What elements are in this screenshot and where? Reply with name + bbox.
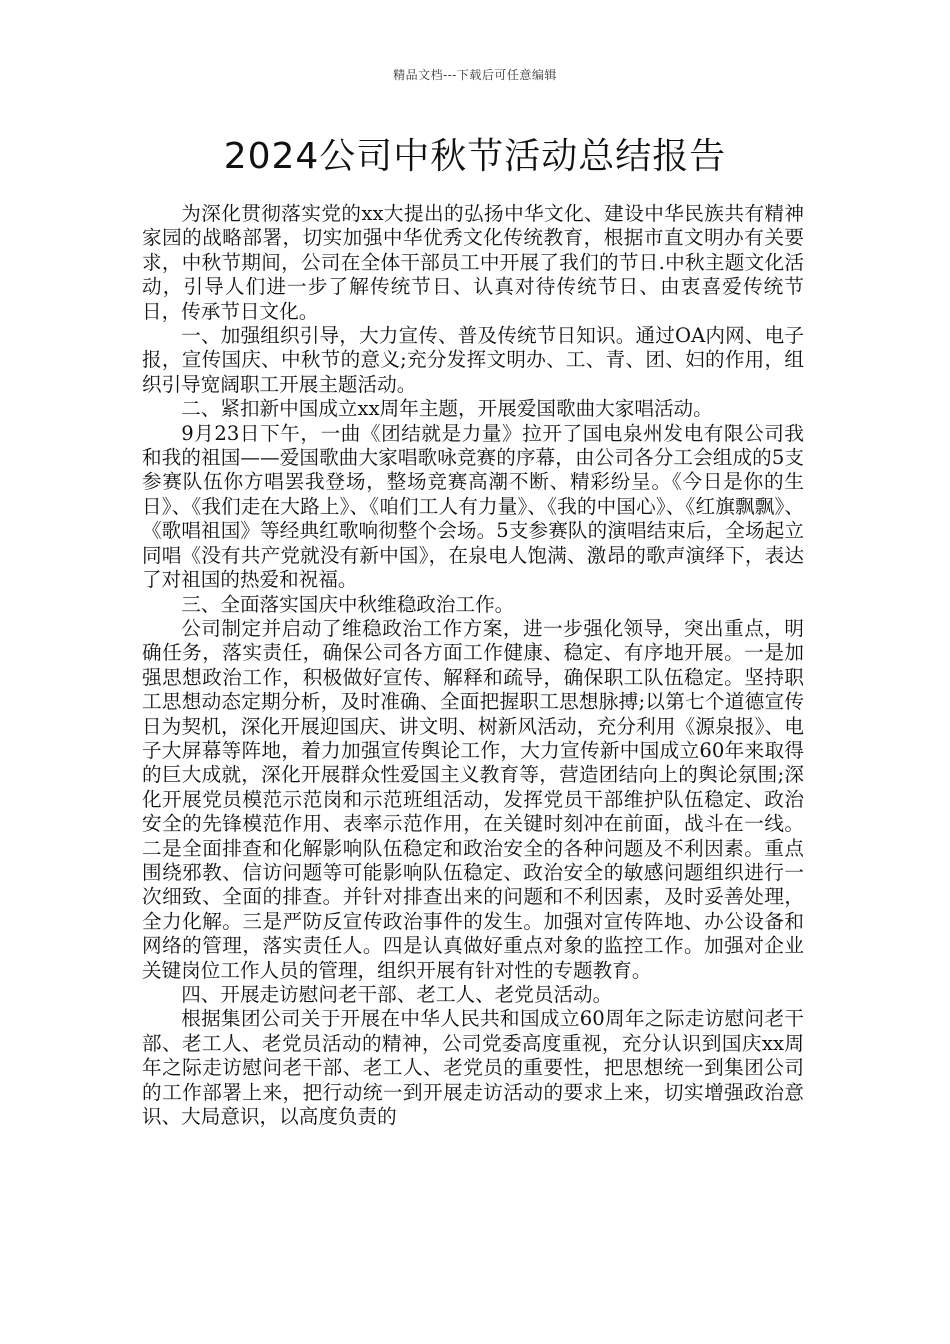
paragraph-intro: 为深化贯彻落实党的xx大提出的弘扬中华文化、建设中华民族共有精神家园的战略部署，切实加强中华优秀文化传统教育，根据市直文明办有关要求，中秋节期间，公司在全体干部员工中开展了我们的节日.中秋主题文化活动，引导人们进一步了解传统节日、认真对待传统节日、由衷喜爱传统节日，传承节日文化。 — [142, 202, 804, 323]
document-body — [142, 202, 804, 1129]
document-title: 2024公司中秋节活动总结报告 — [223, 136, 727, 177]
paragraph-section-2-body: 9月23日下午，一曲《团结就是力量》拉开了国电泉州发电有限公司我和我的祖国——爱国歌曲大家唱歌咏竞赛的序幕，由公司各分工会组成的5支参赛队伍你方唱罢我登场，整场竞赛高潮不断、精彩纷呈。《今日是你的生日》、《我们走在大路上》、《咱们工人有力量》、《我的中国心》、《红旗飘飘》、《歌唱祖国》等经典红歌响彻整个会场。5支参赛队的演唱结束后，全场起立同唱《没有共产党就没有新中国》，在泉电人饱满、激昂的歌声演绎下，表达了对祖国的热爱和祝福。 — [142, 421, 804, 592]
page-header-note: 精品文档---下载后可任意编辑 — [393, 68, 557, 82]
paragraph-section-1: 一、加强组织引导，大力宣传、普及传统节日知识。通过OA内网、电子报，宣传国庆、中秋节的意义;充分发挥文明办、工、青、团、妇的作用，组织引导宽阔职工开展主题活动。 — [142, 324, 804, 396]
paragraph-section-4-body: 根据集团公司关于开展在中华人民共和国成立60周年之际走访慰问老干部、老工人、老党员活动的精神，公司党委高度重视，充分认识到国庆xx周年之际走访慰问老干部、老工人、老党员的重要性，把思想统一到集团公司的工作部署上来，把行动统一到开展走访活动的要求上来，切实增强政治意识、大局意识，以高度负责的 — [142, 1007, 804, 1129]
paragraph-section-3-heading: 三、全面落实国庆中秋维稳政治工作。 — [181, 592, 515, 616]
paragraph-section-4-heading: 四、开展走访慰问老干部、老工人、老党员活动。 — [181, 983, 613, 1006]
paragraph-section-2-heading: 二、紧扣新中国成立xx周年主题，开展爱国歌曲大家唱活动。 — [181, 397, 713, 421]
paragraph-section-3-body: 公司制定并启动了维稳政治工作方案，进一步强化领导，突出重点，明确任务，落实责任，确保公司各方面工作健康、稳定、有序地开展。一是加强思想政治工作，积极做好宣传、解释和疏导，确保职工队伍稳定。坚持职工思想动态定期分析，及时准确、全面把握职工思想脉搏;以第七个道德宣传日为契机，深化开展迎国庆、讲文明、树新风活动，充分利用《源泉报》、电子大屏幕等阵地，着力加强宣传舆论工作，大力宣传新中国成立60年来取得的巨大成就，深化开展群众性爱国主义教育等，营造团结向上的舆论氛围;深化开展党员模范示范岗和示范班组活动，发挥党员干部维护队伍稳定、政治安全的先锋模范作用、表率示范作用，在关键时刻冲在前面，战斗在一线。二是全面排查和化解影响队伍稳定和政治安全的各种问题及不利因素。重点围绕邪教、信访问题等可能影响队伍稳定、政治安全的敏感问题组织进行一次细致、全面的排查。并针对排查出来的问题和不利因素，及时妥善处理，全力化解。三是严防反宣传政治事件的发生。加强对宣传阵地、办公设备和网络的管理，落实责任人。四是认真做好重点对象的监控工作。加强对企业关键岗位工作人员的管理，组织开展有针对性的专题教育。 — [142, 616, 804, 982]
